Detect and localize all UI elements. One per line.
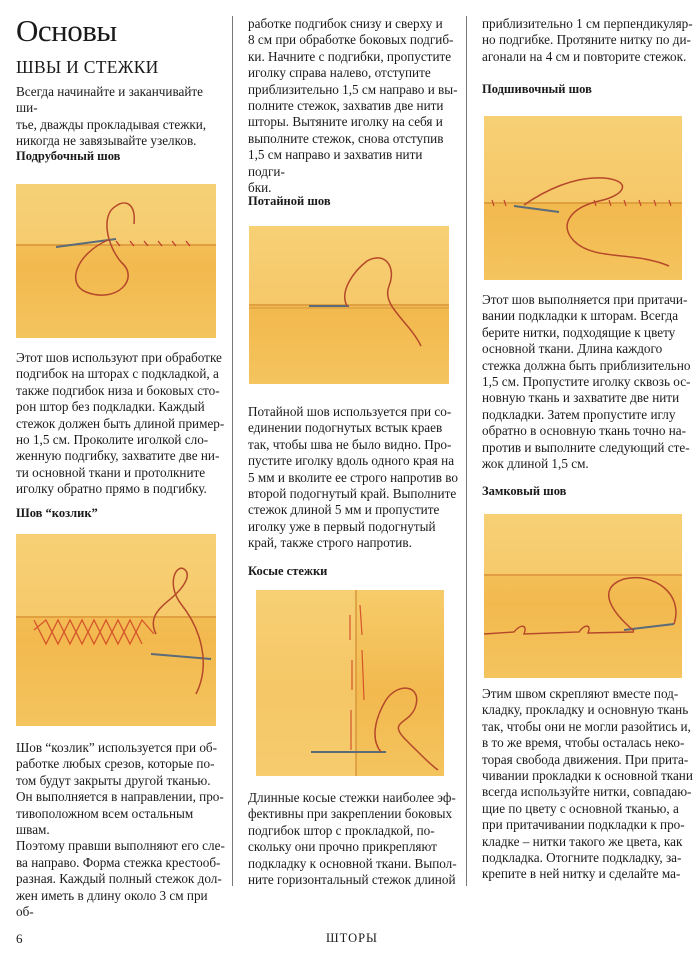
serging-continued-text: приблизительно 1 см перпендикуляр- но подгибке. Протяните нитку по ди- агонали на 4 см и повторите стежок. [482, 16, 693, 64]
column-divider [232, 16, 233, 886]
hemming-stitch-photo [16, 184, 216, 338]
herringbone-stitch-photo [16, 534, 216, 726]
blind-hem-stitch-text: Этот шов выполняется при притачи- вании подкладки к шторам. Всегда берите нитки, подходящие к цвету основной ткани. Длина каждого стежка должна быть приблизительно 1,5 см. Пропустите иголку сквозь ос- новную ткань и захватите две нити подкладки. Затем пропустите иглу обратно в основную ткань точно на- против и выполните следующий сте- жок длиной 1,5 см. [482, 292, 691, 472]
lock-stitch-photo [484, 514, 682, 678]
column-divider [466, 16, 467, 886]
heading-serging-stitch: Косые стежки [248, 564, 328, 578]
heading-lock-stitch: Замковый шов [482, 484, 567, 498]
herringbone-stitch-text: Шов “козлик” используется при об- работке любых срезов, которые по- том будут закрыты другой тканью. Он выполняется в направлении, про- тивоположном всем остальным швам. Поэтому правши выполняют его сле- ва направо. Форма стежка крестооб- разная. Каждый полный стежок дол- жен иметь в длину около 3 см при об- [16, 740, 225, 920]
herringbone-continued-text: работке подгибок снизу и сверху и 8 см при обработке боковых подгиб- ки. Начните с подгибки, пропустите иголку справа налево, отступите приблизительно 1,5 см направо и вы- полните стежок, захватив две нити шторы. Вытяните иголку на себя и выполните стежок, снова отступив 1,5 см направо и захватив нити подги- бки. [248, 16, 458, 196]
heading-slip-stitch: Потайной шов [248, 194, 331, 208]
lock-stitch-text: Этим швом скрепляют вместе под- кладку, прокладку и основную ткань так, чтобы они не могли разойтись и, в то же время, чтобы осталась неко- торая свобода движения. При прита- чивании прокладки к основной ткани всегда используйте нитки, совпадаю- щие по цвету с основной тканью, а при притачивании подкладки к про- кладке – нитки такого же цвета, как подкладка. Отогните подкладку, за- крепите в ней нитку и сделайте ма- [482, 686, 693, 882]
blind-hem-stitch-photo [484, 116, 682, 280]
page-number: 6 [16, 931, 23, 946]
heading-blind-hem-stitch: Подшивочный шов [482, 82, 592, 96]
slip-stitch-text: Потайной шов используется при со- единении подогнутых встык краев так, чтобы шва не было видно. Про- пустите иголку вдоль одного края на 5 мм и вколите ее строго напротив во второй подогнутый край. Выполните стежок длиной 5 мм и пропустите иголку уже в первый подогнутый край, также строго напротив. [248, 404, 458, 551]
running-footer: ШТОРЫ [326, 931, 378, 945]
page-title: Основы [16, 13, 117, 48]
serging-stitch-text: Длинные косые стежки наиболее эф- фективны при закреплении боковых подгибок штор с прокладкой, по- скольку они прочно прикрепляют подкладку к основной ткани. Выпол- ните горизонтальный стежок длиной [248, 790, 457, 888]
heading-herringbone-stitch: Шов “козлик” [16, 506, 98, 520]
serging-stitch-photo [256, 590, 444, 776]
slip-stitch-photo [249, 226, 449, 384]
heading-hemming-stitch: Подрубочный шов [16, 149, 121, 163]
intro-text: Всегда начинайте и заканчивайте ши- тье, дважды прокладывая стежки, никогда не завязывайте узелков. [16, 84, 207, 149]
hemming-stitch-text: Этот шов используют при обработке подгибок на шторах с подкладкой, а также подгибок низа и боковых сто- рон штор без подкладки. Каждый стежок должен быть длиной пример- но 1,5 см. Проколите иголкой сло- женную подгибку, захватите две ни- ти основной ткани и протолкните иголку обратно прямо в подгибку. [16, 350, 225, 497]
page-subtitle: ШВЫ И СТЕЖКИ [16, 57, 159, 77]
